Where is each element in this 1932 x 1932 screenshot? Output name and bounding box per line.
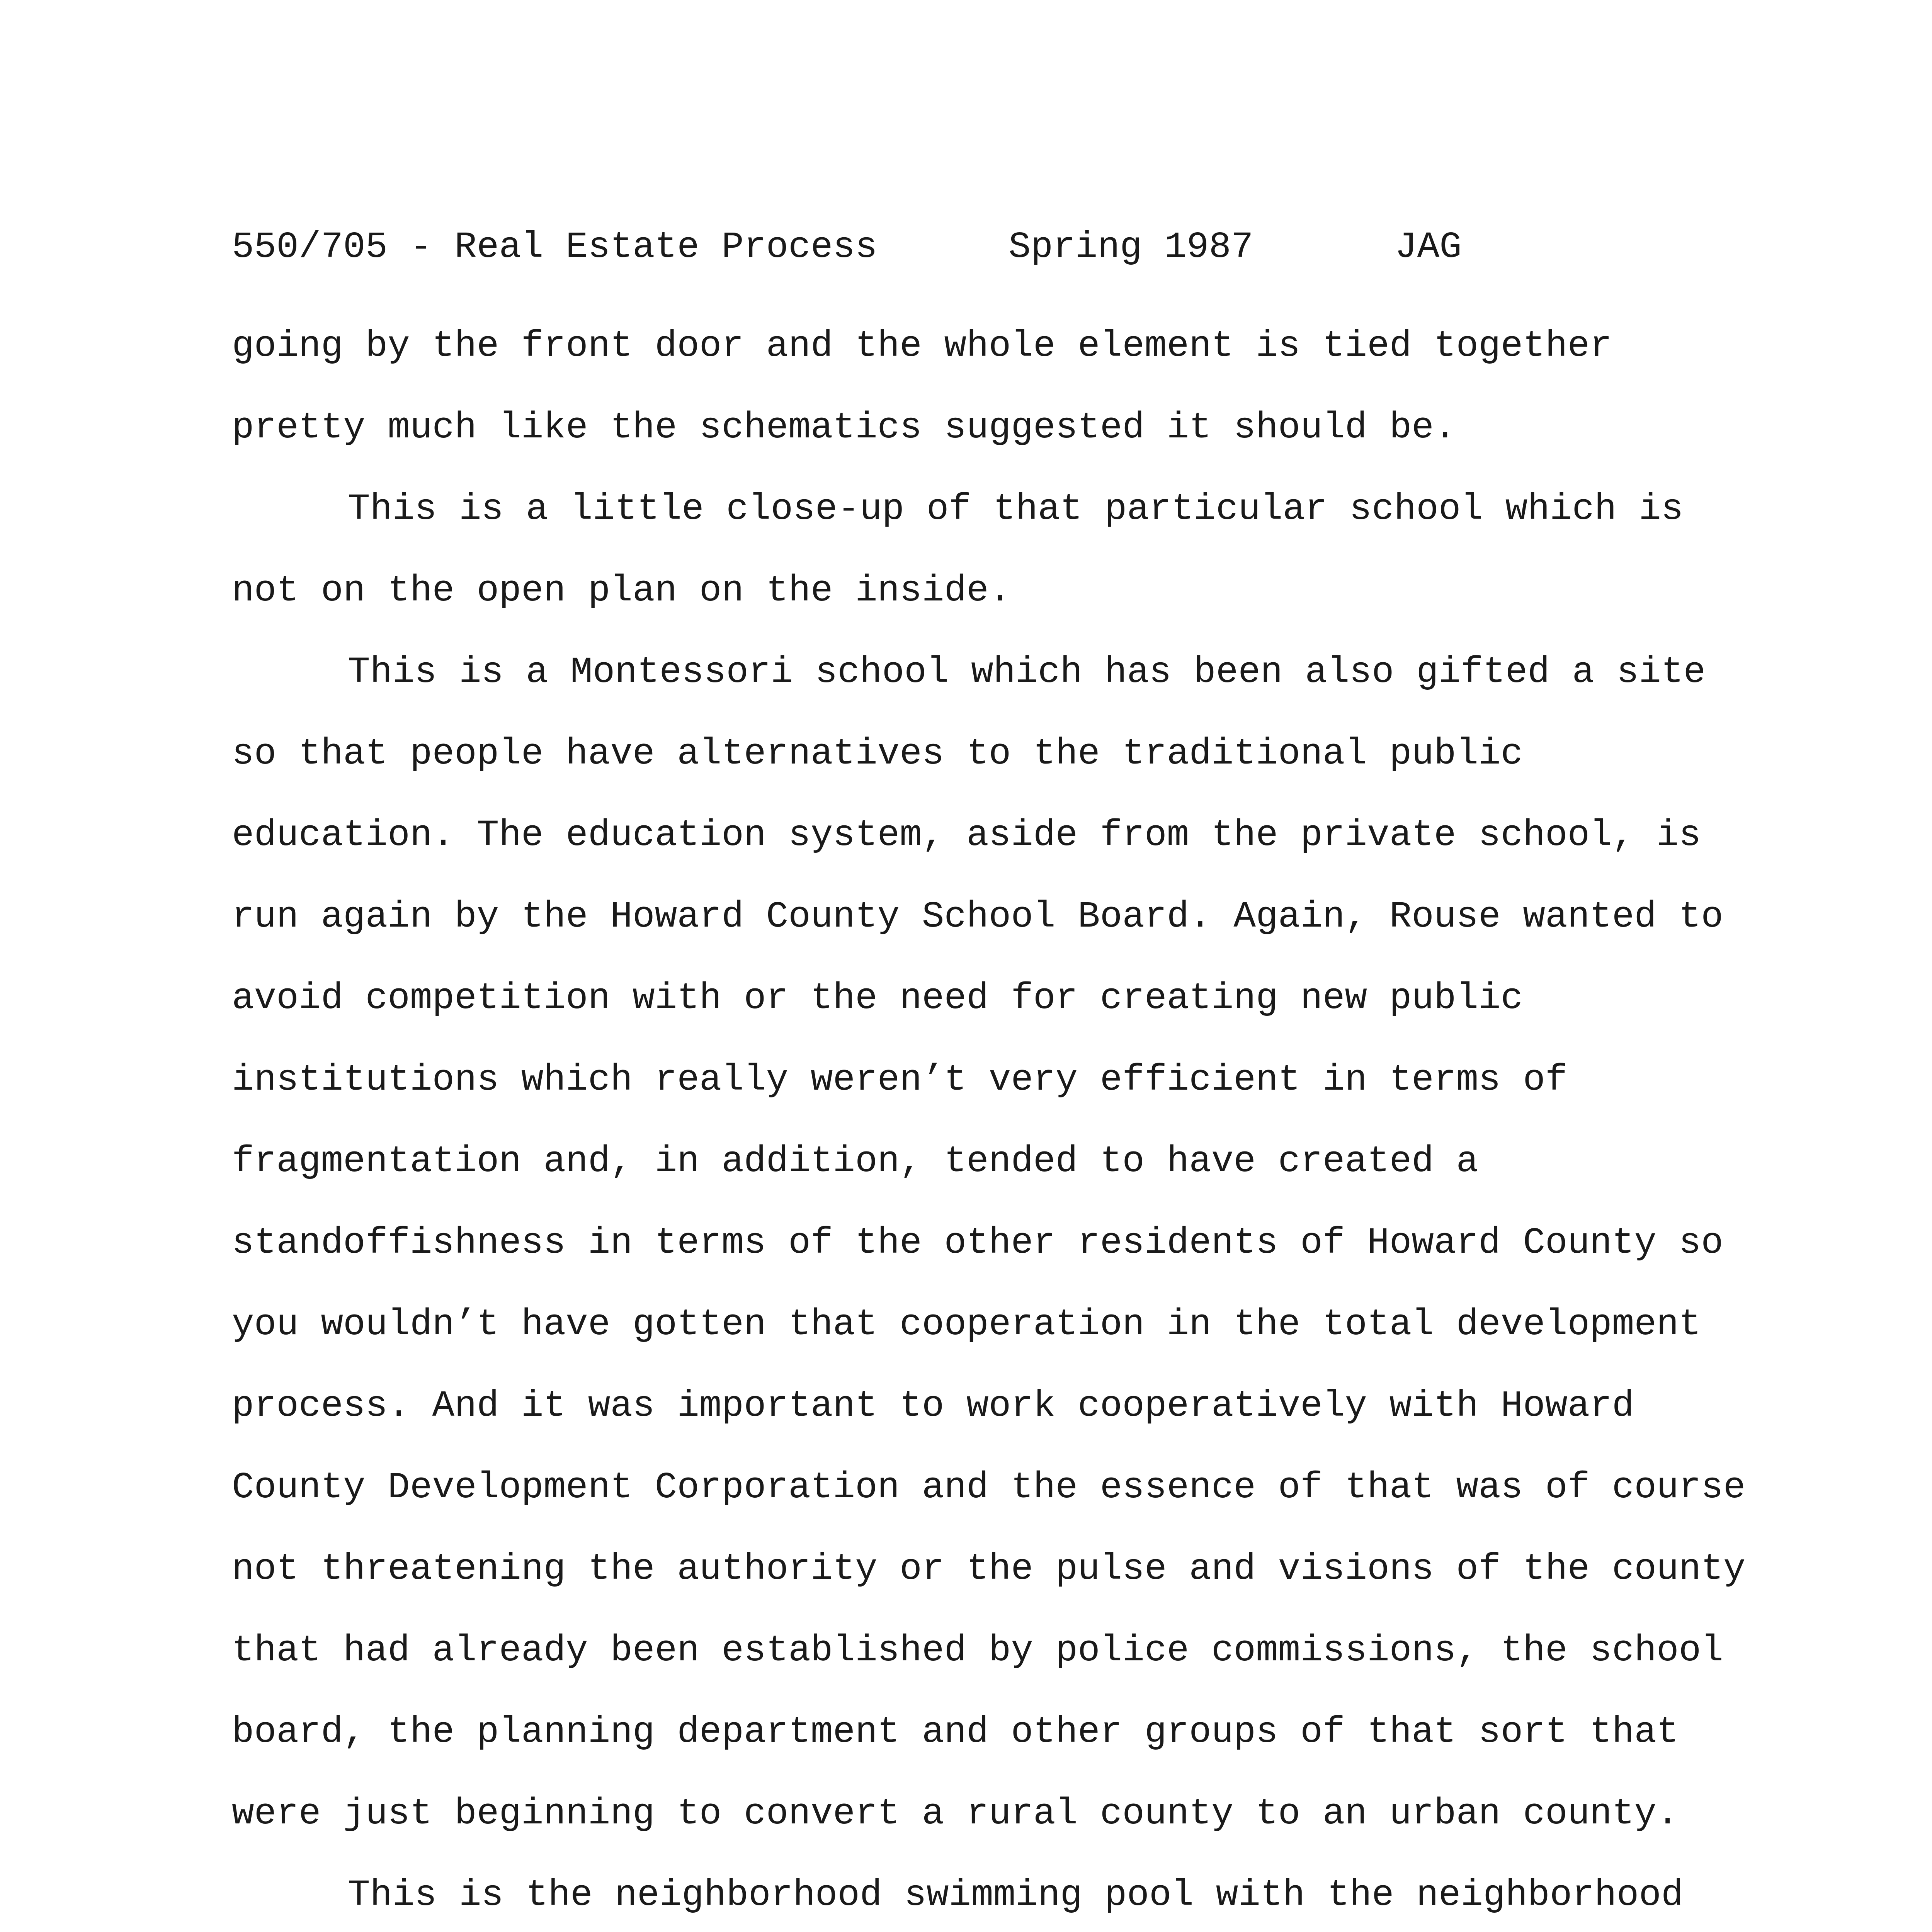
transcript-body	[232, 305, 1747, 1932]
running-header	[232, 224, 1462, 270]
paragraph: This is a Montessori school which has been also gifted a site so that people have alternatives to the traditional public education. The education system, aside from the private school, is run again by the Howard County School Board. Again, Rouse wanted to avoid competition with or the need for creating new public institutions which really weren’t very efficient in terms of fragmentation and, in addition, tended to have created a standoffishness in terms of the other residents of Howard County so you wouldn’t have gotten that cooperation in the total development process. And it was important to work cooperatively with Howard County Development Corporation and the essence of that was of course not threatening the authority or the pulse and visions of the county that had already been established by police commissions, the school board, the planning department and other groups of that sort that were just beginning to convert a rural county to an urban county.	[232, 651, 1746, 1835]
paragraph-continuation: going by the front door and the whole element is tied together pretty much like the schematics suggested it should be.	[232, 325, 1612, 449]
header-initials: JAG	[1395, 226, 1462, 268]
paragraph: This is a little close-up of that particular school which is not on the open plan on the inside.	[232, 488, 1684, 612]
header-term: Spring 1987	[1009, 226, 1253, 268]
paragraph: This is the neighborhood swimming pool with the neighborhood	[348, 1874, 1684, 1916]
header-course: 550/705 - Real Estate Process	[232, 226, 878, 268]
